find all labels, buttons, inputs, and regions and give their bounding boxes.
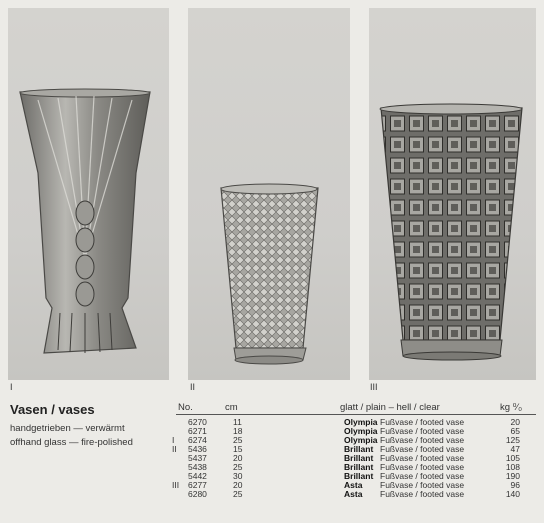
photo-vase-olympia: [8, 8, 169, 380]
subtitle-handmade: handgetrieben — verwärmt: [10, 423, 125, 434]
row-weight: 65: [510, 426, 520, 436]
row-name: Brillant: [344, 471, 374, 481]
row-number: 6280: [188, 489, 207, 499]
vase-brillant-illustration: [188, 8, 350, 380]
row-name: Olympia: [344, 426, 378, 436]
vase-olympia-illustration: [8, 8, 169, 380]
table-row: [0, 490, 544, 499]
figure-caption-1: I: [10, 382, 13, 392]
row-height: 18: [233, 426, 243, 436]
row-height: 15: [233, 444, 243, 454]
row-weight: 105: [505, 453, 520, 463]
row-description: Fußvase / footed vase: [380, 462, 465, 472]
row-name: Asta: [344, 489, 363, 499]
row-height: 20: [233, 453, 243, 463]
row-number: 6277: [188, 480, 207, 490]
row-name: Brillant: [344, 453, 374, 463]
row-description: Fußvase / footed vase: [380, 489, 465, 499]
row-height: 25: [233, 489, 243, 499]
row-number: 5437: [188, 453, 207, 463]
row-description: Fußvase / footed vase: [380, 426, 465, 436]
row-weight: 47: [510, 444, 520, 454]
row-number: 6270: [188, 417, 207, 427]
column-header-cm: cm: [225, 402, 238, 413]
photo-vase-brillant: [188, 8, 350, 380]
column-header-no: No.: [178, 402, 193, 413]
row-height: 25: [233, 462, 243, 472]
row-name: Brillant: [344, 462, 374, 472]
row-figure-ref: II: [172, 444, 177, 454]
row-weight: 108: [505, 462, 520, 472]
row-weight: 125: [505, 435, 520, 445]
column-header-kg: kg ⁰⁄₀: [500, 402, 523, 413]
row-weight: 140: [505, 489, 520, 499]
row-description: Fußvase / footed vase: [380, 417, 465, 427]
row-figure-ref: I: [172, 435, 175, 445]
figure-caption-3: III: [370, 382, 378, 392]
column-header-description: glatt / plain – hell / clear: [340, 402, 440, 413]
row-weight: 190: [505, 471, 520, 481]
row-number: 6274: [188, 435, 207, 445]
subtitle-offhand: offhand glass — fire-polished: [10, 437, 133, 448]
row-number: 6271: [188, 426, 207, 436]
vase-asta-illustration: [369, 8, 536, 380]
row-height: 30: [233, 471, 243, 481]
row-height: 25: [233, 435, 243, 445]
figure-caption-2: II: [190, 382, 196, 392]
row-description: Fußvase / footed vase: [380, 444, 465, 454]
row-description: Fußvase / footed vase: [380, 471, 465, 481]
row-description: Fußvase / footed vase: [380, 435, 465, 445]
row-figure-ref: III: [172, 480, 180, 490]
row-description: Fußvase / footed vase: [380, 480, 465, 490]
catalog-title: Vasen / vases: [10, 402, 95, 417]
row-weight: 20: [510, 417, 520, 427]
row-weight: 96: [510, 480, 520, 490]
row-description: Fußvase / footed vase: [380, 453, 465, 463]
photo-vase-asta: [369, 8, 536, 380]
row-number: 5442: [188, 471, 207, 481]
row-name: Asta: [344, 480, 363, 490]
row-height: 20: [233, 480, 243, 490]
row-height: 11: [233, 417, 242, 427]
header-divider: [176, 414, 536, 415]
row-name: Olympia: [344, 435, 378, 445]
row-name: Olympia: [344, 417, 378, 427]
row-number: 5438: [188, 462, 207, 472]
row-number: 5436: [188, 444, 207, 454]
row-name: Brillant: [344, 444, 374, 454]
